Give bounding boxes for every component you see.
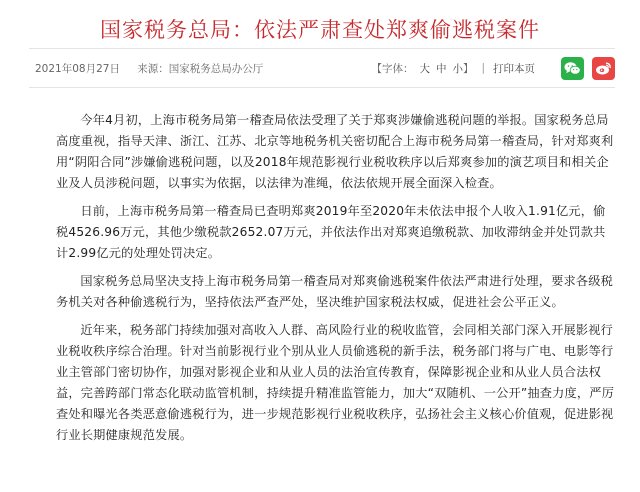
font-medium-link[interactable]: 中 [435, 62, 447, 75]
font-size-control [371, 61, 473, 76]
article-body [56, 110, 616, 453]
article-title: 国家税务总局：依法严肃查处郑爽偷逃税案件 [100, 18, 540, 42]
article-paragraph: 近年来，税务部门持续加强对高收入人群、高风险行业的税收监管，会同相关部门深入开展影视行业税收秩序综合治理。针对当前影视行业个别从业人员偷逃税的新手法，税务部门将与广电、电影等行业主管部门密切协作，加强对影视企业和从业人员的法治宣传教育，保障影视企业和从业人员合法权益，完善跨部门常态化联动监管机制，持续提升精准监管能力，加大“双随机、一公开”抽查力度，严厉查处和曝光各类恶意偷逃税行为，进一步规范影视行业税收秩序，弘扬社会主义核心价值观，促进影视行业长期健康规范发展。 [56, 323, 615, 442]
article-paragraph: 国家税务总局坚决支持上海市税务局第一稽查局对郑爽偷逃税案件依法严肃进行处理，要求各级税务机关对各种偷逃税行为，坚持依法严查严处，坚决维护国家税法权威，促进社会公平正义。 [56, 274, 614, 309]
article-meta-bar [29, 48, 615, 88]
divider: | [481, 62, 485, 74]
print-page-link[interactable]: 打印本页 [493, 62, 535, 75]
article-source: 来源：国家税务总局办公厅 [137, 63, 264, 75]
meta-info [35, 61, 263, 76]
weibo-share-button[interactable] [592, 57, 615, 80]
publish-date: 2021年08月27日 [35, 63, 120, 75]
font-size-label: 【字体： [371, 62, 414, 75]
article-paragraph: 今年4月初，上海市税务局第一稽查局依法受理了关于郑爽涉嫌偷逃税问题的举报。国家税务总局高度重视，指导天津、浙江、江苏、北京等地税务机关密切配合上海市税务局第一稽查局，针对郑爽利用“阴阳合同”涉嫌偷逃税问题，以及2018年规范影视行业税收秩序以后郑爽参加的演艺项目和相关企业及人员涉税问题，以事实为依据，以法律为准绳，依法依规开展全面深入检查。 [56, 113, 614, 190]
weibo-icon [595, 61, 612, 76]
wechat-icon [564, 61, 581, 76]
article-tools [371, 55, 615, 81]
wechat-share-button[interactable] [561, 57, 584, 80]
article-paragraph: 日前，上海市税务局第一稽查局已查明郑爽2019年至2020年未依法申报个人收入1.91亿元，偷税4526.96万元，其他少缴税款2652.07万元，并依法作出对郑爽追缴税款、加收滞纳金并处罚款共计2.99亿元的处理处罚决定。 [56, 204, 606, 260]
font-small-link[interactable]: 小 [452, 62, 463, 75]
share-buttons [553, 57, 615, 80]
font-large-link[interactable]: 大 [419, 62, 430, 75]
font-size-close-bracket: 】 [462, 62, 474, 75]
